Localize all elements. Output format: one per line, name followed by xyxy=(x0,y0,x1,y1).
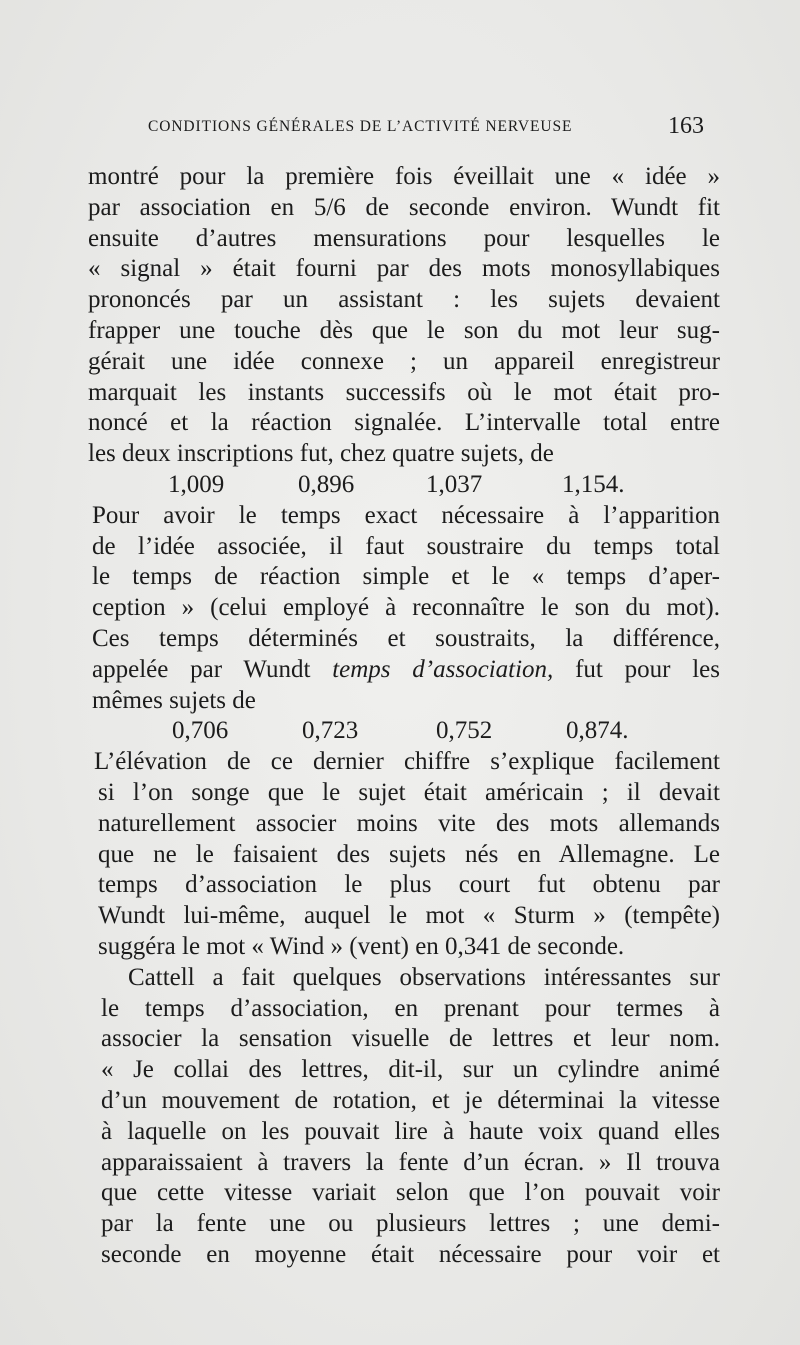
text-line: le temps de réaction simple et le « temps d’aper- xyxy=(92,563,720,591)
text-line: à laquelle on les pouvait lire à haute voix quand elles xyxy=(101,1117,720,1145)
text-line xyxy=(88,655,720,686)
time-value: 0,752 xyxy=(436,717,493,745)
text-line: que cette vitesse variait selon que l’on pouvait voir xyxy=(101,1179,720,1207)
text-line: suggéra le mot « Wind » (vent) en 0,341 de seconde. xyxy=(98,932,625,960)
text-line: d’un mouvement de rotation, et je déterminai la vitesse xyxy=(101,1086,720,1114)
text-line: mêmes sujets de xyxy=(92,686,256,714)
text-line: que ne le faisaient des sujets nés en Allemagne. Le xyxy=(98,840,720,868)
time-value: 0,874. xyxy=(566,717,629,745)
text-line: les deux inscriptions fut, chez quatre sujets, de xyxy=(88,440,554,468)
text-line: apparaissaient à travers la fente d’un écran. » Il trouva xyxy=(101,1148,720,1176)
time-value: 0,723 xyxy=(302,717,359,745)
italic-term: temps d’association, xyxy=(332,655,554,683)
text-line: associer la sensation visuelle de lettres et leur nom. xyxy=(101,1025,720,1053)
text-line: de l’idée associée, il faut soustraire du temps total xyxy=(92,532,720,560)
text-line: Wundt lui-même, auquel le mot « Sturm » (tempête) xyxy=(98,902,720,930)
time-value: 0,706 xyxy=(172,717,229,745)
text-line: si l’on songe que le sujet était américain ; il devait xyxy=(98,778,720,806)
text-line: temps d’association le plus court fut obtenu par xyxy=(98,871,720,899)
text-line: le temps d’association, en prenant pour termes à xyxy=(101,994,720,1022)
time-value: 0,896 xyxy=(298,470,355,498)
running-title: CONDITIONS GÉNÉRALES DE L’ACTIVITÉ NERVEUSE xyxy=(148,118,573,135)
text-run: fut pour les xyxy=(553,655,720,683)
text-line: naturellement associer moins vite des mots allemands xyxy=(98,809,720,837)
text-line: seconde en moyenne était nécessaire pour voir et xyxy=(101,1240,720,1268)
time-value: 1,009 xyxy=(168,470,225,498)
text-line: marquait les instants successifs où le mot était pro- xyxy=(88,378,720,406)
text-line: prononcés par un assistant : les sujets devaient xyxy=(88,286,720,314)
text-line: Cattell a fait quelques observations intéressantes sur xyxy=(128,963,720,991)
text-line: gérait une idée connexe ; un appareil enregistreur xyxy=(88,347,720,375)
text-line: par association en 5/6 de seconde environ. Wundt fit xyxy=(88,193,720,221)
text-line: ensuite d’autres mensurations pour lesquelles le xyxy=(88,224,720,252)
time-value: 1,037 xyxy=(426,470,483,498)
text-line: par la fente une ou plusieurs lettres ; une demi- xyxy=(101,1210,720,1238)
body-text xyxy=(88,162,720,1271)
text-line: Pour avoir le temps exact nécessaire à l’apparition xyxy=(92,501,720,529)
text-line: noncé et la réaction signalée. L’intervalle total entre xyxy=(88,409,720,437)
running-header xyxy=(148,113,704,143)
time-value: 1,154. xyxy=(562,470,625,498)
association-times-row xyxy=(88,716,720,747)
text-line: frapper une touche dès que le son du mot leur sug- xyxy=(88,316,720,344)
text-line: L’élévation de ce dernier chiffre s’explique facilement xyxy=(94,748,720,776)
page-number: 163 xyxy=(668,113,704,139)
text-line: montré pour la première fois éveillait une « idée » xyxy=(88,163,720,190)
text-line: « signal » était fourni par des mots monosyllabiques xyxy=(88,255,720,283)
text-run: appelée par Wundt xyxy=(92,655,333,683)
reaction-times-row xyxy=(88,470,720,501)
text-line: ception » (celui employé à reconnaître le son du mot). xyxy=(92,594,720,622)
text-line: « Je collai des lettres, dit-il, sur un cylindre animé xyxy=(101,1056,720,1084)
text-line: Ces temps déterminés et soustraits, la différence, xyxy=(92,624,720,652)
